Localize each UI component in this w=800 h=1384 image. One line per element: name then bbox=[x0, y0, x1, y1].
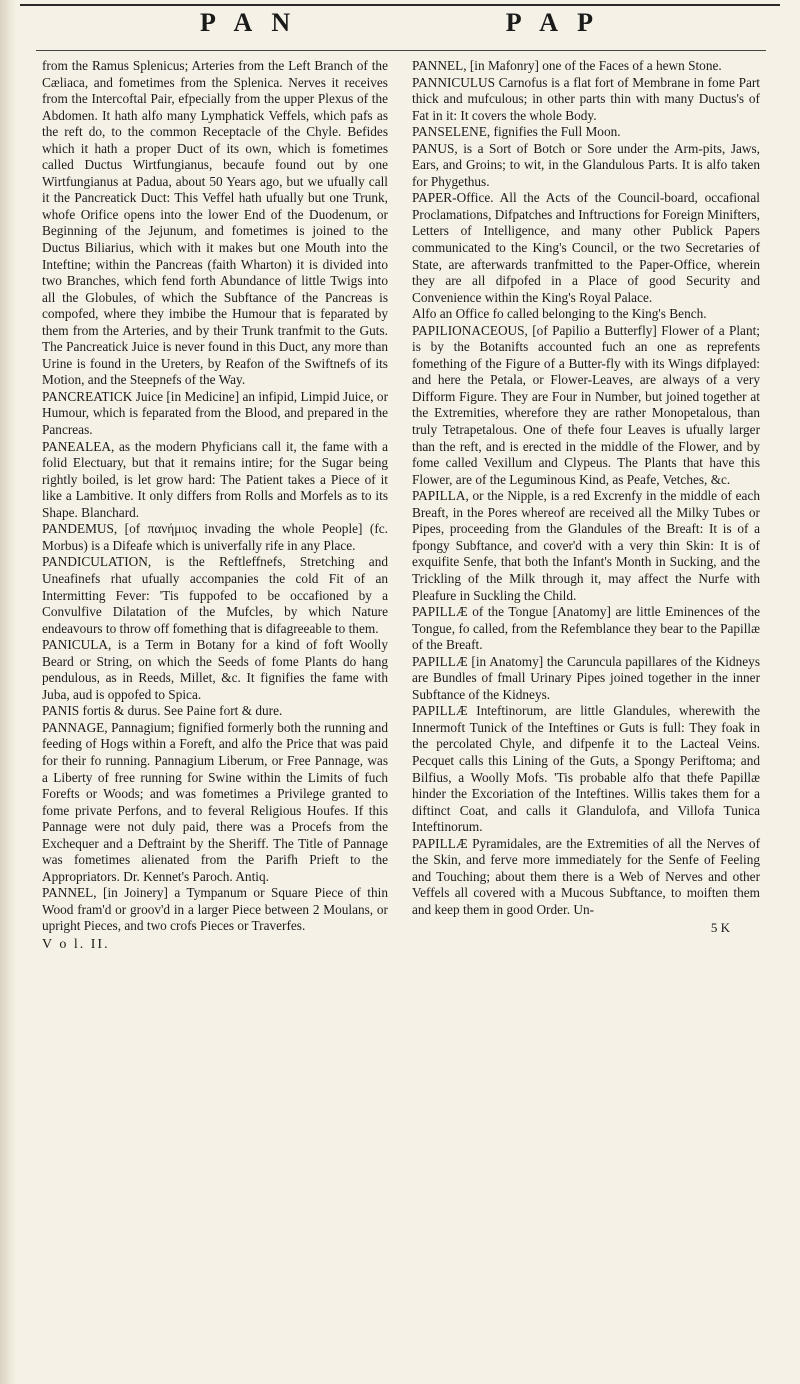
entry-text: PANUS, is a Sort of Botch or Sore under the Arm-pits, Jaws, Ears, and Groins; to wit, in the Glandulous Parts. It is alfo taken for Phygethus. bbox=[412, 140, 760, 189]
entry-text: from the Ramus Splenicus; Arteries from the Left Branch of the Cæliaca, and fometimes from the Splenica. Nerves it receives from the Intercoftal Pair, efpecially from the upper Plexus of the Abdomen. It hath alfo many Lymphatick Veffels, which pafs as the reft do, to the common Receptacle of the Chyle. Befides which it hath a proper Duct of its own, which is fometimes called Ductus Wirtfungianus, becaufe found out by one Wirtfungianus at Padua, about 50 Years ago, but we ufually call it the Pancreatick Duct: This Veffel hath ufually but one Trunk, whofe Orifice opens into the lower End of the Duodenum, or Beginning of the Jejunum, and fometimes is joined to the Ductus Biliarius, which with it makes but one Mouth into the Inteftine; within the Pancreas (faith Wharton) it is divided into two Branches, which fend forth Abundance of little Twigs into all the Globules, of which the Subftance of the Pancreas is compofed, where they imbibe the Humour that is feparated by them from the Arteries, and by their Trunk tranfmit to the Guts. The Pancreatick Juice is never found in this Duct, any more than Urine is found in the Ureters, by Reafon of the Swiftnefs of its Motion, and the Steepnefs of the Way. bbox=[42, 58, 388, 388]
entry-text: PAPER-Office. All the Acts of the Council-board, occafional Proclamations, Difpatches and Inftructions for Foreign Minifters, Letters of Intelligence, and many other Publick Papers communicated to the King's Council, or the two Secretaries of State, are afterwards tranfmitted to the Paper-Office, wherein they are all difpofed in a Place of good Security and Convenience within the King's Royal Palace. bbox=[412, 190, 760, 305]
entry-text: PANDICULATION, is the Reftleffnefs, Stretching and Uneafinefs rhat ufually accompanies the cold Fit of an Intermitting Fever: 'Tis fuppofed to be occafioned by a Convulfive Dilatation of the Mufcles, by which Nature endeavours to throw off fomething that is difagreeable to them. bbox=[42, 554, 388, 636]
gathering-signature: 5 K bbox=[710, 920, 730, 936]
running-header bbox=[40, 6, 760, 50]
entry-text: PAPILIONACEOUS, [of Papilio a Butterfly] Flower of a Plant; is by the Botanifts accounted fuch an one as reprefents fomething of the Figure of a Butter-fly with its Wings difplayed: and here the Petala, or Flower-Leaves, are always of a very Difform Figure. They are Four in Number, but joined together at the Extremities, wherefore they are rather Monopetalous, than truly Tetrapetalous. One of thefe four Leaves is ufually larger than the reft, and is erected in the middle of the Flower, and by fome called Vexillum and Clypeus. The Plants that have this Flower, are of the Leguminous Kind, as Peafe, Vetches, &c. bbox=[412, 322, 760, 487]
entry-text: PANNICULUS Carnofus is a flat fort of Membrane in fome Part thick and mufculous; in other parts thin with many Ductus's of Fat in it: It covers the whole Body. bbox=[412, 74, 760, 123]
header-left: P A N bbox=[200, 8, 298, 37]
entry-text: PANEALEA, as the modern Phyficians call it, the fame with a folid Electuary, but that it remains intire; for the Sugar being rightly boiled, is let grow hard: The Patient takes a Piece of it like a Lambitive. It only differs from Rolls and Morfels as to its Shape. Blanchard. bbox=[42, 438, 388, 520]
entry-text: PANSELENE, fignifies the Full Moon. bbox=[412, 124, 621, 140]
entry-text: PAPILLA, or the Nipple, is a red Excrenfy in the middle of each Breaft, in the Pores whereof are received all the Milky Tubes or Pipes, proceeding from the Glandules of the Breaft: It is of a fpongy Subftance, and cover'd with a very thin Skin: It is of exquifite Senfe, that both the Infant's Month in Sucking, and the Trickling of the Milk through it, may affect the Nurfe with Pleafure in Suckling the Child. bbox=[412, 488, 760, 603]
entry-text: PANICULA, is a Term in Botany for a kind of foft Woolly Beard or String, on which the Seeds of fome Plants do hang pendulous, as in Reeds, Millet, &c. It fignifies the fame with Juba, aud is oppofed to Spica. bbox=[42, 637, 388, 702]
entry-text: PANNEL, [in Joinery] a Tympanum or Square Piece of thin Wood fram'd or groov'd in a larger Piece between 2 Moulans, or upright Pieces, and two crofs Pieces or Traverfes. bbox=[42, 885, 388, 934]
entry-text: PANNEL, [in Mafonry] one of the Faces of a hewn Stone. bbox=[412, 58, 722, 73]
entry-text: PANIS fortis & durus. See Paine fort & dure. bbox=[42, 703, 283, 719]
left-column bbox=[42, 58, 388, 954]
volume-signature: V o l. II. bbox=[42, 936, 110, 952]
header-rule bbox=[36, 50, 766, 51]
entry-text: PANCREATICK Juice [in Medicine] an infipid, Limpid Juice, or Humour, which is feparated from the Blood, and prepared in the Pancreas. bbox=[42, 388, 388, 438]
entry-text: PAPILLÆ of the Tongue [Anatomy] are little Eminences of the Tongue, fo called, from the Refemblance they bear to the Papillæ of the Breaft. bbox=[412, 604, 760, 653]
page-edge-shadow bbox=[0, 0, 16, 1384]
entry-text: PAPILLÆ Inteftinorum, are little Glandules, wherewith the Innermoft Tunick of the Inteftines or Guts is full: They foak in the percolated Chyle, and difpenfe it to the Lacteal Veins. Pecquet calls this Lining of the Guts, a Spongy Periftoma; and Bilfius, a Woolly Mofs. 'Tis probable alfo that thefe Papillæ hinder the Excoriation of the Inteftines. Willis takes them for a diftinct Coat, and calls it Glandulofa, and Villofa Tunica Inteftinorum. bbox=[412, 703, 760, 835]
entry-text: PAPILLÆ Pyramidales, are the Extremities of all the Nerves of the Skin, and ferve more immediately for the Senfe of Feeling and Touching; about them there is a Web of Nerves and other Veffels all covered with a Mucous Subftance, to moiften them and keep them in good Order. Un- bbox=[412, 835, 760, 917]
entry-text: Alfo an Office fo called belonging to the King's Bench. bbox=[412, 306, 707, 322]
entry-text: PANNAGE, Pannagium; fignified formerly both the running and feeding of Hogs within a Foreft, and alfo the Price that was paid for their fo running. Pannagium Liberum, or Free Pannage, was a Liberty of free running for Swine within the Limits of fuch Forefts or Woods; and was fometimes a Privilege granted to fome private Perfons, and to feveral Religious Houfes. If this Pannage were not duly paid, there was a Procefs from the Exchequer and a Deftraint by the Sheriff. The Title of Pannage was fometimes alienated from the Parifh Prieft to the Appropriators. Dr. Kennet's Paroch. Antiq. bbox=[42, 719, 388, 884]
entry-text: PANDEMUS, [of πανήμιος invading the whole People] (fc. Morbus) is a Difeafe which is univerfally rife in any Place. bbox=[42, 521, 388, 553]
header-right: P A P bbox=[505, 8, 600, 37]
right-column bbox=[412, 58, 760, 937]
entry-text: PAPILLÆ [in Anatomy] the Caruncula papillares of the Kidneys are Bundles of fmall Urinary Pipes joined together in the inner Subftance of the Kidneys. bbox=[412, 653, 760, 702]
